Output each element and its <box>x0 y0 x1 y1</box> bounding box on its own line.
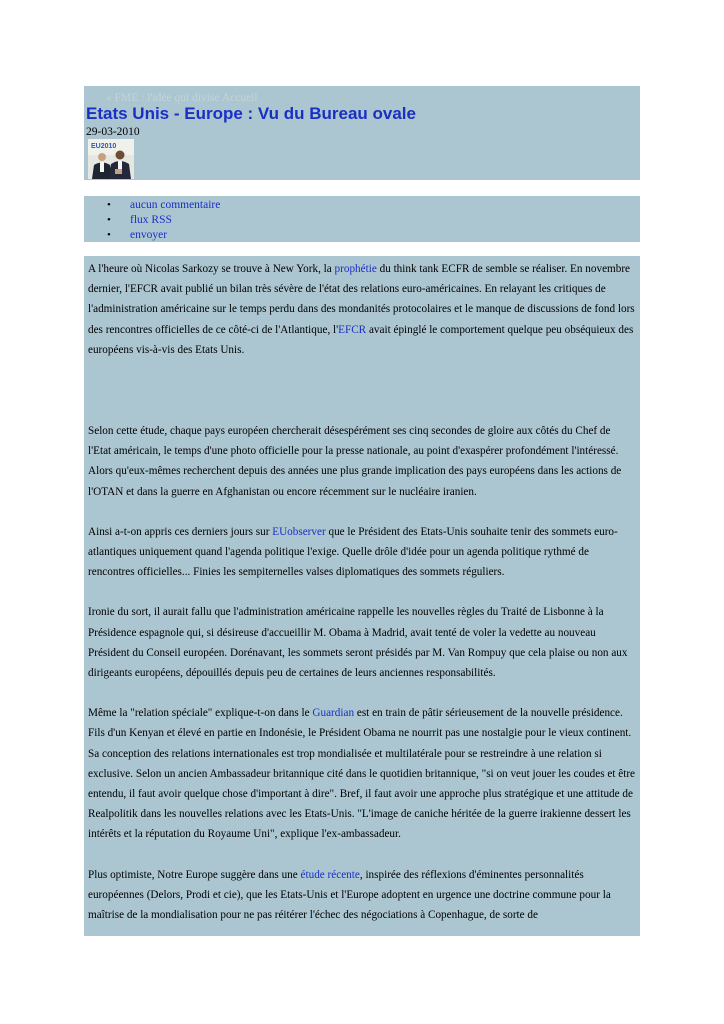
bullet-icon: • <box>107 199 111 211</box>
action-links-list <box>84 198 640 243</box>
thumbnail-banner-text: EU2010 <box>91 143 117 150</box>
article-body <box>84 256 640 936</box>
paragraph-text: avait épinglé le comportement quelque peu obséquieux des européens vis-à-vis des Etats Unis. <box>88 323 634 356</box>
paragraph-text: du think tank ECFR de semble se réaliser. En novembre dernier, l'EFCR avait publié un bilan très sévère de l'état des relations euro-américaines. En relayant les critiques de l'administration américaine sur le temps perdu dans des mondanités protocolaires et le manque de discussions de fond lors des rencontres officielles de ce côté-ci de l'Atlantique, l' <box>88 263 635 336</box>
bullet-icon: • <box>107 214 111 226</box>
list-item <box>84 228 640 243</box>
article-paragraph: Ironie du sort, il aurait fallu que l'administration américaine rappelle les nouvelles règles du Traité de Lisbonne à la Présidence espagnole qui, si désireuse d'accueillir M. Obama à Madrid, avait tenté de voler la vedette au nouveau Président du Conseil européen. Dorénavant, les sommets seront présidés par M. Van Rompuy que cela plaise ou non aux dirigeants européens, dépouillés depuis peu de certaines de leurs anciennes responsabilités. <box>88 606 628 680</box>
breadcrumb-prefix: « <box>106 92 115 104</box>
photo-image <box>88 139 134 179</box>
paragraph-text: A l'heure où Nicolas Sarkozy se trouve à New York, la <box>88 263 335 275</box>
page-title: Etats Unis - Europe : Vu du Bureau ovale <box>86 104 416 123</box>
article-paragraph <box>84 522 640 583</box>
list-item <box>84 213 640 228</box>
rss-feed-link[interactable]: flux RSS <box>130 214 172 226</box>
paragraph-text: Même la "relation spéciale" explique-t-on dans le <box>88 707 313 720</box>
prophetie-link[interactable]: prophétie <box>334 263 377 275</box>
bullet-icon: • <box>107 229 111 241</box>
paragraph-text: , inspirée des réflexions d'éminentes personnalités européennes (Delors, Prodi et cie), que les Etats-Unis et l'Europe adoptent en urgence une doctrine commune pour la maîtrise de la mondialisation pour ne pas réitérer l'échec des négociations à Copenhague, de sorte de <box>88 868 611 922</box>
article-paragraph <box>84 259 640 360</box>
breadcrumb <box>106 92 258 104</box>
breadcrumb-parent-link[interactable]: FME : l'idée qui divise <box>114 92 220 104</box>
paragraph-text: est en train de pâtir sérieusement de la nouvelle présidence. Fils d'un Kenyan et élevé en partie en Indonésie, le Président Obama ne nourrit pas une nostalgie pour le vieux continent. Sa conception des relations internationales est trop mondialisée et multilatérale pour se restreindre à une relation si exclusive. Selon un ancien Ambassadeur britannique cité dans le quotidien britannique, "si on veut jouer les coudes et être entendu, il faut avoir quelque chose d'important à dire". Bref, il faut avoir une approche plus stratégique et une attitude de Realpolitik dans les nouvelles relations avec les Etats-Unis. "L'image de caniche héritée de la guerre irakienne dessert les intérêts et la réputation du Royaume Uni", explique l'ex-ambassadeur. <box>88 707 636 841</box>
paragraph-text: que le Président des Etats-Unis souhaite tenir des sommets euro-atlantiques uniquement quand l'agenda politique l'exige. Quelle drôle d'idée pour un agenda politique rythmé de rencontres officielles... Finies les sempiternelles valses diplomatiques des sommets réguliers. <box>88 525 618 579</box>
euobserver-link[interactable]: EUobserver <box>272 525 326 538</box>
article-paragraph <box>84 865 640 926</box>
send-link[interactable]: envoyer <box>130 229 168 241</box>
article-date: 29-03-2010 <box>86 126 140 138</box>
guardian-link[interactable]: Guardian <box>312 707 355 720</box>
efcr-link[interactable]: EFCR <box>338 323 367 336</box>
paragraph-text: Plus optimiste, Notre Europe suggère dans une <box>88 868 301 881</box>
article-paragraph <box>84 703 640 844</box>
etude-recente-link[interactable]: étude récente <box>300 868 360 881</box>
paragraph-text: Ainsi a-t-on appris ces derniers jours sur <box>88 525 273 538</box>
article-paragraph: Selon cette étude, chaque pays européen chercherait désespérément ses cinq secondes de gloire aux côtés du Chef de l'Etat américain, le temps d'une photo officielle pour la presse nationale, au point d'exaspérer profondément l'intéressé. Alors qu'eux-mêmes recherchent depuis des années une plus grande implication des pays européens dans les actions de l'OTAN et dans la guerre en Afghanistan ou encore récemment sur le nucléaire iranien. <box>88 425 622 498</box>
article-thumbnail[interactable] <box>88 139 134 179</box>
article-actions <box>84 196 640 242</box>
comments-link[interactable]: aucun commentaire <box>130 199 221 211</box>
list-item <box>84 198 640 213</box>
breadcrumb-home-link[interactable]: Accueil <box>221 92 258 104</box>
